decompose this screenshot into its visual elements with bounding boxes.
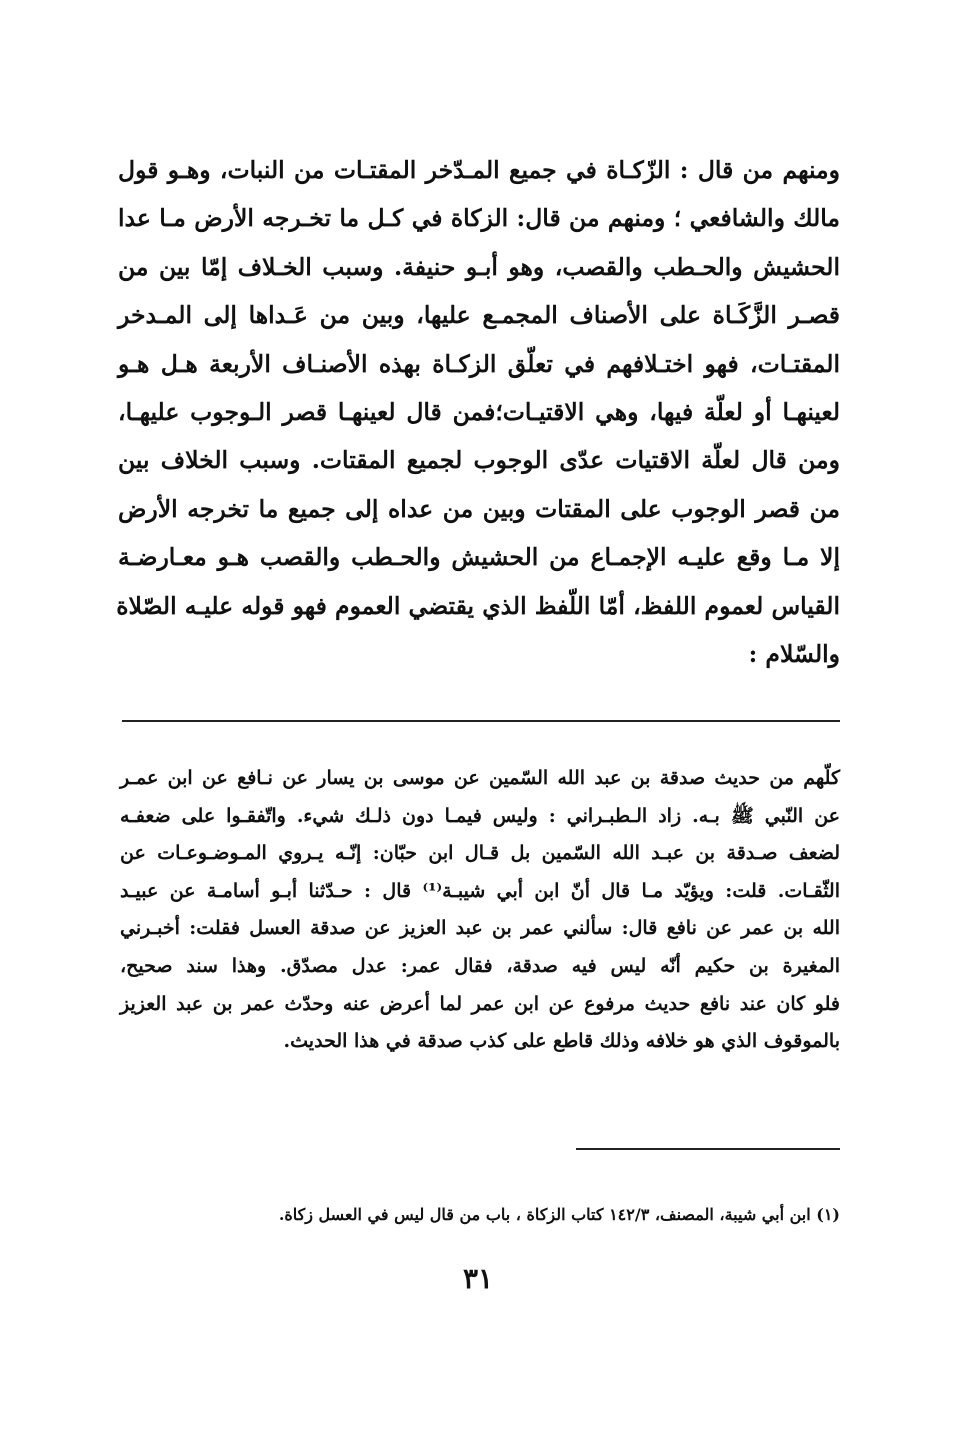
main-line: لعينهـا أو لعلّة فيها، وهي الاقتيـات؛فمن قال لعينهـا قصر الـوجوب عليهـا،	[118, 398, 840, 427]
commentary-line: المغيرة بن حكيم أنّه ليس فيه صدقة، فقال عمر: عدل مصدّق. وهذا سند صحيح،	[120, 954, 840, 977]
commentary-line: لضعف صـدقة بن عبـد الله السّمين بل قـال ابن حبّان: إنّـه يـروي المـوضـوعـات عن	[120, 842, 840, 865]
commentary-line: عن النّبي ﷺ بـه. زاد الـطبـراني : وليس فيمـا دون ذلـك شيء. واتّفقـوا على ضعفـه	[120, 804, 840, 827]
main-body-text	[118, 146, 840, 678]
main-line: من قصر الوجوب على المقتات وبين من عداه إلى جميع ما تخرجه الأرض	[118, 494, 840, 523]
footnote-divider	[576, 1148, 840, 1150]
page-number: ٣١	[462, 1262, 494, 1295]
commentary-line: كلّهم من حديث صدقة بن عبد الله السّمين عن موسى بن يسار عن نـافع عن ابن عمـر	[120, 767, 840, 789]
commentary-line: الله بن عمر عن نافع قال: سألني عمر بن عبد العزيز عن صدقة العسل فقلت: أخبـرني	[120, 917, 840, 940]
main-line: الحشيش والحـطب والقصب، وهو أبـو حنيفة. وسبب الخـلاف إمّا بين من	[118, 252, 840, 281]
commentary-line: بالموقوف الذي هو خلافه وذلك قاطع على كذب صدقة في هذا الحديث.	[283, 1030, 840, 1053]
main-line: قصـر الزَّكَـاة على الأصناف المجمـع عليها، وبين من عَـداها إلى المـدخر	[118, 301, 840, 330]
commentary-text	[120, 760, 840, 1061]
footnote: (١) ابن أبي شيبة، المصنف، ١٤٢/٣ كتاب الزكاة ، باب من قال ليس في العسل زكاة.	[278, 1205, 840, 1224]
main-line: ومن قال لعلّة الاقتيات عدّى الوجوب لجميع المقتات. وسبب الخلاف بين	[118, 446, 840, 475]
main-line: إلا مـا وقع عليـه الإجمـاع من الحشيش والحـطب والقصب هـو معـارضـة	[118, 543, 840, 572]
section-divider	[122, 720, 840, 722]
main-line: ومنهم من قال : الزّكـاة في جميع المـدّخر المقتـات من النبات، وهـو قول	[118, 156, 840, 184]
commentary-line: فلو كان عند نافع حديث مرفوع عن ابن عمر لما أعرض عنه وحدّث عمر بن عبد العزيز	[120, 992, 840, 1015]
main-line: والسّلام :	[748, 640, 840, 669]
main-line: المقتـات، فهو اختـلافهم في تعلّق الزكـاة بهذه الأصنـاف الأربعة هـل هـو	[118, 349, 840, 378]
main-line: القياس لعموم اللفظ، أمّا اللّفظ الذي يقتضي العموم فهو قوله عليـه الصّلاة	[116, 591, 840, 620]
commentary-line: الثّقـات. قلت: ويؤيّد مـا قال أنّ ابن أبي شيبـة⁽¹⁾ قال : حـدّثنا أبـو أسامـة عن عبيـد	[120, 879, 840, 902]
main-line: مالك والشافعي ؛ ومنهم من قال: الزكاة في كـل ما تخـرجه الأرض مـا عدا	[118, 204, 840, 233]
